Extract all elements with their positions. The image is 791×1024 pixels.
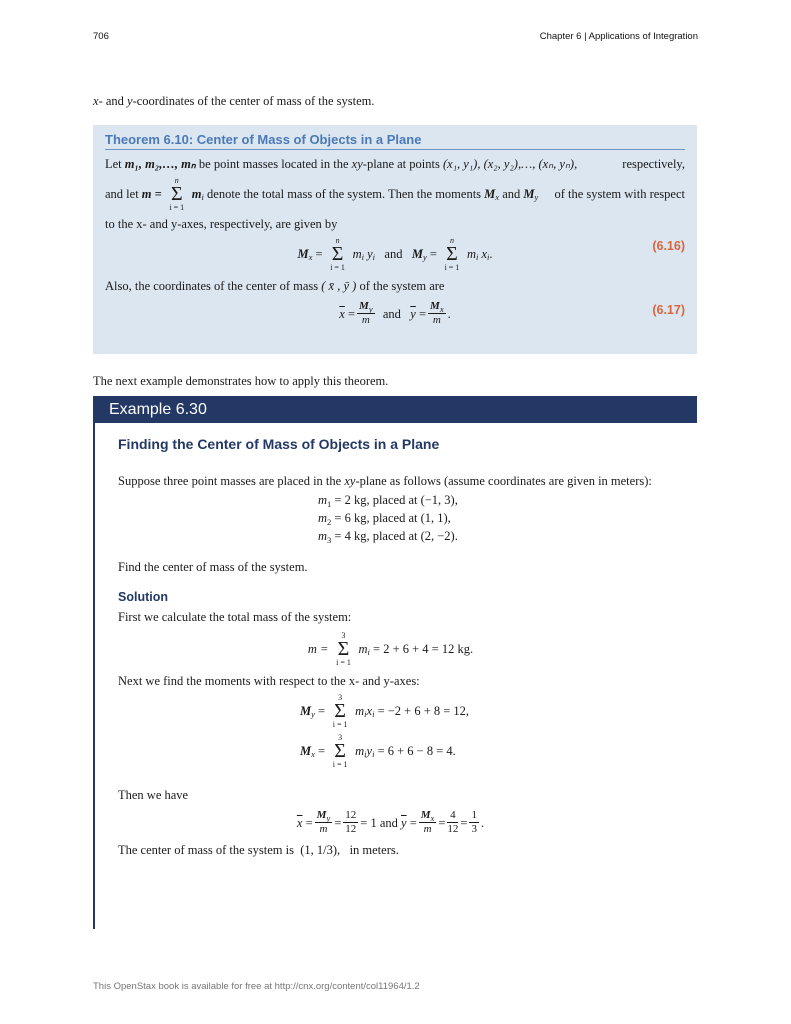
t-respectively: respectively, [622, 157, 685, 171]
mass-sub: 3 [327, 535, 332, 545]
equation-6-17 [105, 300, 685, 327]
sum-bot: i = 1 [332, 760, 348, 769]
fraction [419, 809, 437, 836]
t-also-a: Also, the coordinates of the center of mass [105, 279, 319, 293]
sum-bot: i = 1 [336, 658, 351, 667]
problem-a: Suppose three point masses are placed in the [118, 474, 342, 488]
fraction [343, 809, 358, 836]
my-term: m [355, 704, 365, 718]
intro-mid: - and [98, 94, 128, 108]
res-f1-num: 12 [345, 809, 357, 821]
eq16-mi2: m [466, 247, 476, 261]
eq16-and: and [384, 247, 403, 261]
t-l2b: denote the total mass of the system. Then the moments [207, 187, 482, 201]
mass-sub: 1 [327, 499, 332, 509]
t-l1c: -plane at points [362, 157, 440, 171]
my-eq: = [318, 704, 326, 718]
res-eq1: = [305, 815, 313, 830]
mx-eq: = [318, 744, 326, 758]
theorem-line-3: to the x- and y-axes, respectively, are given by [105, 217, 338, 231]
eq17-xbar: $\overline{x}$ [339, 306, 345, 321]
eq17-den1: m [361, 314, 370, 326]
mass-var: m [318, 529, 328, 543]
fraction [315, 809, 333, 836]
moment-y-equation: M y = 3 Σ i = 1 m i x i = −2 + 6 + 8 = 12, [300, 693, 470, 729]
eq17-den2: m [432, 314, 441, 326]
res-f2-den: 12 [447, 823, 459, 835]
mass-var: m [318, 511, 328, 525]
intro-x: x [93, 94, 99, 108]
fraction [469, 809, 479, 836]
mx-rhs: = 6 + 6 − 8 = 4. [377, 744, 456, 758]
res-eq5: = [460, 815, 468, 830]
problem-xy: xy [344, 474, 356, 488]
sum-bot: i = 1 [169, 203, 185, 212]
example-header [93, 396, 697, 423]
eq16-eq: = [315, 247, 323, 261]
mass-sub: 2 [327, 517, 332, 527]
sum-top: 3 [341, 631, 346, 640]
t-and: and [502, 187, 521, 201]
eq17-eq2: = [418, 306, 427, 321]
chapter-title: Chapter 6 | Applications of Integration [539, 31, 698, 42]
mass-item-2 [318, 509, 688, 527]
solution-step-2: Next we find the moments with respect to the x- and y-axes: [118, 674, 420, 688]
intro-rest: -coordinates of the center of mass of the system. [132, 94, 375, 108]
eq17-num2: M [430, 300, 440, 312]
eq17-num1-sub: y [368, 304, 373, 314]
solution-label: Solution [118, 590, 168, 604]
res-num2: M [420, 809, 431, 821]
my-rhs: = −2 + 6 + 8 = 12, [377, 704, 470, 718]
sigma-icon: n Σ i = 1 [164, 176, 190, 212]
res-eq3: = [409, 815, 417, 830]
t-masses: m₁, m₂,…, mₙ [124, 157, 196, 171]
res-f3-den: 3 [471, 823, 477, 835]
theorem-line-1 [105, 156, 685, 172]
sum-top: n [335, 236, 340, 245]
mx-term: m [355, 744, 365, 758]
res-den1: m [319, 823, 328, 835]
t-andlet: and let [105, 187, 139, 201]
sum-bot: i = 1 [332, 720, 348, 729]
my-lhs: M [300, 704, 312, 718]
res-ybar: $\overline{y}$ [401, 815, 407, 830]
t-m-eq: m = [141, 187, 162, 201]
sum-top: n [449, 236, 454, 245]
eq16-My: M [411, 247, 423, 261]
page-number: 706 [93, 31, 109, 42]
mx-term2: y [366, 744, 373, 758]
eq17-num1: M [359, 300, 369, 312]
eq16-eq2: = [429, 247, 437, 261]
problem-b: -plane as follows (assume coordinates are given in meters): [355, 474, 652, 488]
sigma-icon: 3 Σ i = 1 [327, 693, 353, 729]
conclusion-point: (1, 1/3), [300, 843, 341, 857]
total-mass-equation: m = 3 Σ i = 1 m i = 2 + 6 + 4 = 12 kg. [307, 631, 474, 667]
sum-bot: i = 1 [330, 263, 345, 272]
theorem-also-line [105, 278, 685, 294]
sigma-icon: n Σ i = 1 [325, 236, 351, 272]
transition-text: The next example demonstrates how to apply this theorem. [93, 374, 389, 388]
conclusion-a: The center of mass of the system is [118, 843, 294, 857]
conclusion [118, 842, 688, 858]
eq17-eq: = [347, 306, 356, 321]
eq16-mi: m [352, 247, 362, 261]
t-l1b: be point masses located in the [198, 157, 349, 171]
result-equation [93, 809, 688, 836]
eq16-yi: y [367, 247, 373, 261]
sigma-icon: n Σ i = 1 [439, 236, 465, 272]
footer-text: This OpenStax book is available for free at http://cnx.org/content/col11964/1.2 [93, 981, 420, 992]
res-eq4: = [438, 815, 446, 830]
theorem-line-2: and let m = n Σ i = 1 m i denote the total mass of the system. Then the moments M x and M y of the system with respect [105, 176, 685, 212]
sum-top: 3 [338, 733, 343, 742]
t-let: Let [105, 157, 122, 171]
eq17-num2-sub: x [439, 304, 444, 314]
mass-var: m [318, 493, 328, 507]
eq16-xi: x [481, 247, 488, 261]
mass-text: = 2 kg, placed at (−1, 3), [334, 493, 458, 507]
mx-lhs: M [300, 744, 312, 758]
res-period: . [480, 815, 485, 830]
solution-step-1: First we calculate the total mass of the system: [118, 610, 352, 624]
sum-bot: i = 1 [444, 263, 460, 272]
sigma-icon: 3 Σ i = 1 [327, 733, 353, 769]
res-f1-den: 12 [345, 823, 357, 835]
example-body [118, 435, 688, 858]
res-val1: = 1 and [360, 815, 398, 830]
eq17-period: . [447, 306, 451, 321]
res-f2-num: 4 [447, 809, 458, 823]
my-term2: x [366, 704, 373, 718]
conclusion-b: in meters. [349, 843, 399, 857]
mass-text: = 4 kg, placed at (2, −2). [334, 529, 458, 543]
sigma-icon: 3 Σ i = 1 [330, 631, 356, 667]
mass-item-3 [318, 527, 688, 545]
t-mi: m [191, 187, 202, 201]
example-left-border [93, 423, 95, 929]
res-eq2: = [334, 815, 342, 830]
t-points: (x₁, y₁), (x₂, y₂),…, (xₙ, yₙ), [442, 157, 578, 171]
t-My: M [523, 187, 535, 201]
t-l2c: of the system with respect [554, 187, 685, 201]
equation-label-6-17: (6.17) [652, 303, 685, 317]
intro-text [93, 93, 375, 109]
fraction [447, 809, 458, 836]
tm-lhs: m = [307, 642, 329, 656]
example-number: Example 6.30 [109, 401, 207, 418]
theorem-title: Theorem 6.10: Center of Mass of Objects in a Plane [105, 132, 685, 150]
example-question: Find the center of mass of the system. [118, 560, 308, 574]
sum-top: 3 [338, 693, 343, 702]
eq17-ybar: $\overline{y}$ [410, 306, 416, 321]
fraction [357, 300, 375, 327]
tm-rhs: = 2 + 6 + 4 = 12 kg. [373, 642, 474, 656]
equation-6-16: M x = n Σ i = 1 m i y i and M y = n Σ i = 1 m i x i . (6.16) [297, 236, 685, 272]
t-also-b: of the system are [359, 279, 445, 293]
equation-label-6-16: (6.16) [652, 239, 685, 253]
t-also-coords: ( x̄ , ȳ ) [321, 279, 357, 293]
res-num1: M [316, 809, 327, 821]
res-den2: m [423, 823, 432, 835]
fraction [428, 300, 446, 327]
solution-step-3: Then we have [118, 788, 189, 802]
mass-item-1 [318, 491, 688, 509]
res-num2-sub: x [430, 813, 435, 823]
t-xy: xy [351, 157, 363, 171]
mass-text: = 6 kg, placed at (1, 1), [334, 511, 451, 525]
intro-y: y [127, 94, 133, 108]
eq16-period: . [489, 247, 493, 261]
sum-top: n [174, 176, 179, 185]
res-f3-num: 1 [471, 809, 477, 821]
res-num1-sub: y [326, 813, 331, 823]
example-title: Finding the Center of Mass of Objects in a Plane [118, 436, 440, 452]
example-problem [118, 473, 688, 489]
res-xbar: $\overline{x}$ [296, 815, 303, 830]
moment-x-equation: M x = 3 Σ i = 1 m i y i = 6 + 6 − 8 = 4. [300, 733, 456, 769]
eq17-and: and [382, 306, 401, 321]
eq16-Mx: M [297, 247, 309, 261]
t-Mx: M [484, 187, 496, 201]
mass-list [318, 491, 688, 545]
theorem-box [93, 125, 697, 354]
tm-term: m [358, 642, 368, 656]
